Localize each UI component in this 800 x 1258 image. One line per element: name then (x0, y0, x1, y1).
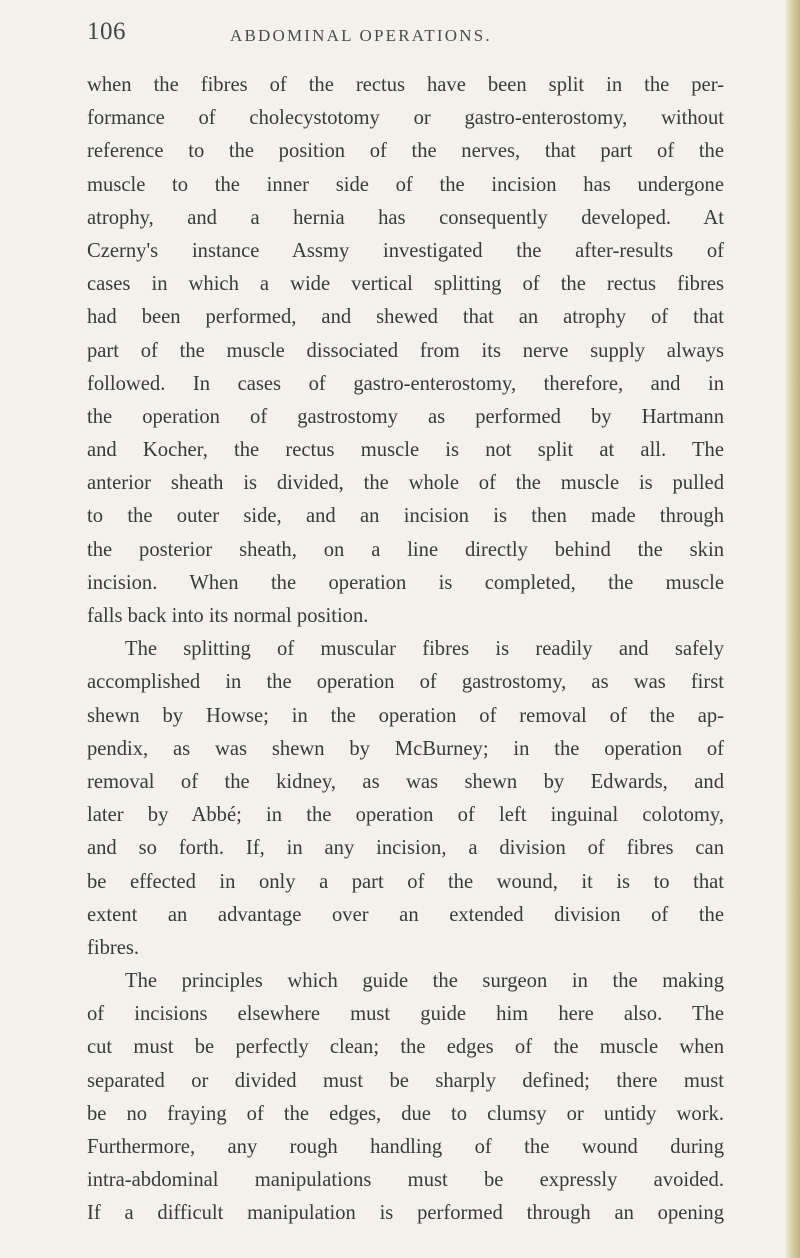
text-line: later by Abbé; in the operation of left inguinal colotomy, (87, 804, 724, 827)
text-line: and so forth. If, in any incision, a division of fibres can (87, 837, 724, 860)
text-line: of incisions elsewhere must guide him here also. The (87, 1003, 724, 1026)
running-head: ABDOMINAL OPERATIONS. (230, 26, 492, 45)
text-line: reference to the position of the nerves, that part of the (87, 140, 724, 163)
text-line: part of the muscle dissociated from its nerve supply always (87, 339, 724, 362)
text-line: fibres. (87, 936, 140, 959)
page-header (87, 18, 727, 58)
body-text (87, 69, 724, 1231)
text-line: be effected in only a part of the wound, it is to that (87, 870, 724, 893)
text-line: to the outer side, and an incision is then made through (87, 505, 724, 528)
text-line: The splitting of muscular fibres is readily and safely (125, 638, 724, 661)
text-line: formance of cholecystotomy or gastro-enterostomy, without (87, 107, 724, 130)
text-line: falls back into its normal position. (87, 605, 369, 627)
text-line: and Kocher, the rectus muscle is not split at all. The (87, 439, 724, 462)
text-line: followed. In cases of gastro-enterostomy, therefore, and in (87, 372, 724, 395)
text-line: the operation of gastrostomy as performed by Hartmann (87, 405, 724, 428)
text-line: be no fraying of the edges, due to clumsy or untidy work. (87, 1102, 724, 1125)
text-line: If a difficult manipulation is performed through an opening (87, 1202, 724, 1225)
text-line: separated or divided must be sharply defined; there must (87, 1069, 724, 1092)
text-line: shewn by Howse; in the operation of removal of the ap- (87, 704, 724, 727)
text-line: The principles which guide the surgeon in the making (125, 970, 724, 993)
text-line: accomplished in the operation of gastrostomy, as was first (87, 671, 724, 694)
text-line: intra-abdominal manipulations must be expressly avoided. (87, 1169, 724, 1192)
text-line: atrophy, and a hernia has consequently developed. At (87, 206, 724, 229)
page-edge-shadow (786, 0, 800, 1258)
text-line: extent an advantage over an extended division of the (87, 903, 724, 926)
text-line: removal of the kidney, as was shewn by Edwards, and (87, 770, 724, 793)
text-line: muscle to the inner side of the incision has undergone (87, 173, 724, 196)
text-line: Czerny's instance Assmy investigated the after-results of (87, 239, 724, 262)
text-line: had been performed, and shewed that an atrophy of that (87, 306, 724, 329)
page-number: 106 (87, 18, 126, 45)
text-line: the posterior sheath, on a line directly behind the skin (87, 538, 724, 561)
text-line: pendix, as was shewn by McBurney; in the operation of (87, 737, 724, 760)
text-line: incision. When the operation is completed, the muscle (87, 571, 724, 594)
text-line: cut must be perfectly clean; the edges of the muscle when (87, 1036, 724, 1059)
text-line: when the fibres of the rectus have been split in the per- (87, 74, 724, 96)
text-line: anterior sheath is divided, the whole of the muscle is pulled (87, 472, 724, 495)
text-line: cases in which a wide vertical splitting of the rectus fibres (87, 273, 724, 296)
text-line: Furthermore, any rough handling of the wound during (87, 1136, 724, 1158)
